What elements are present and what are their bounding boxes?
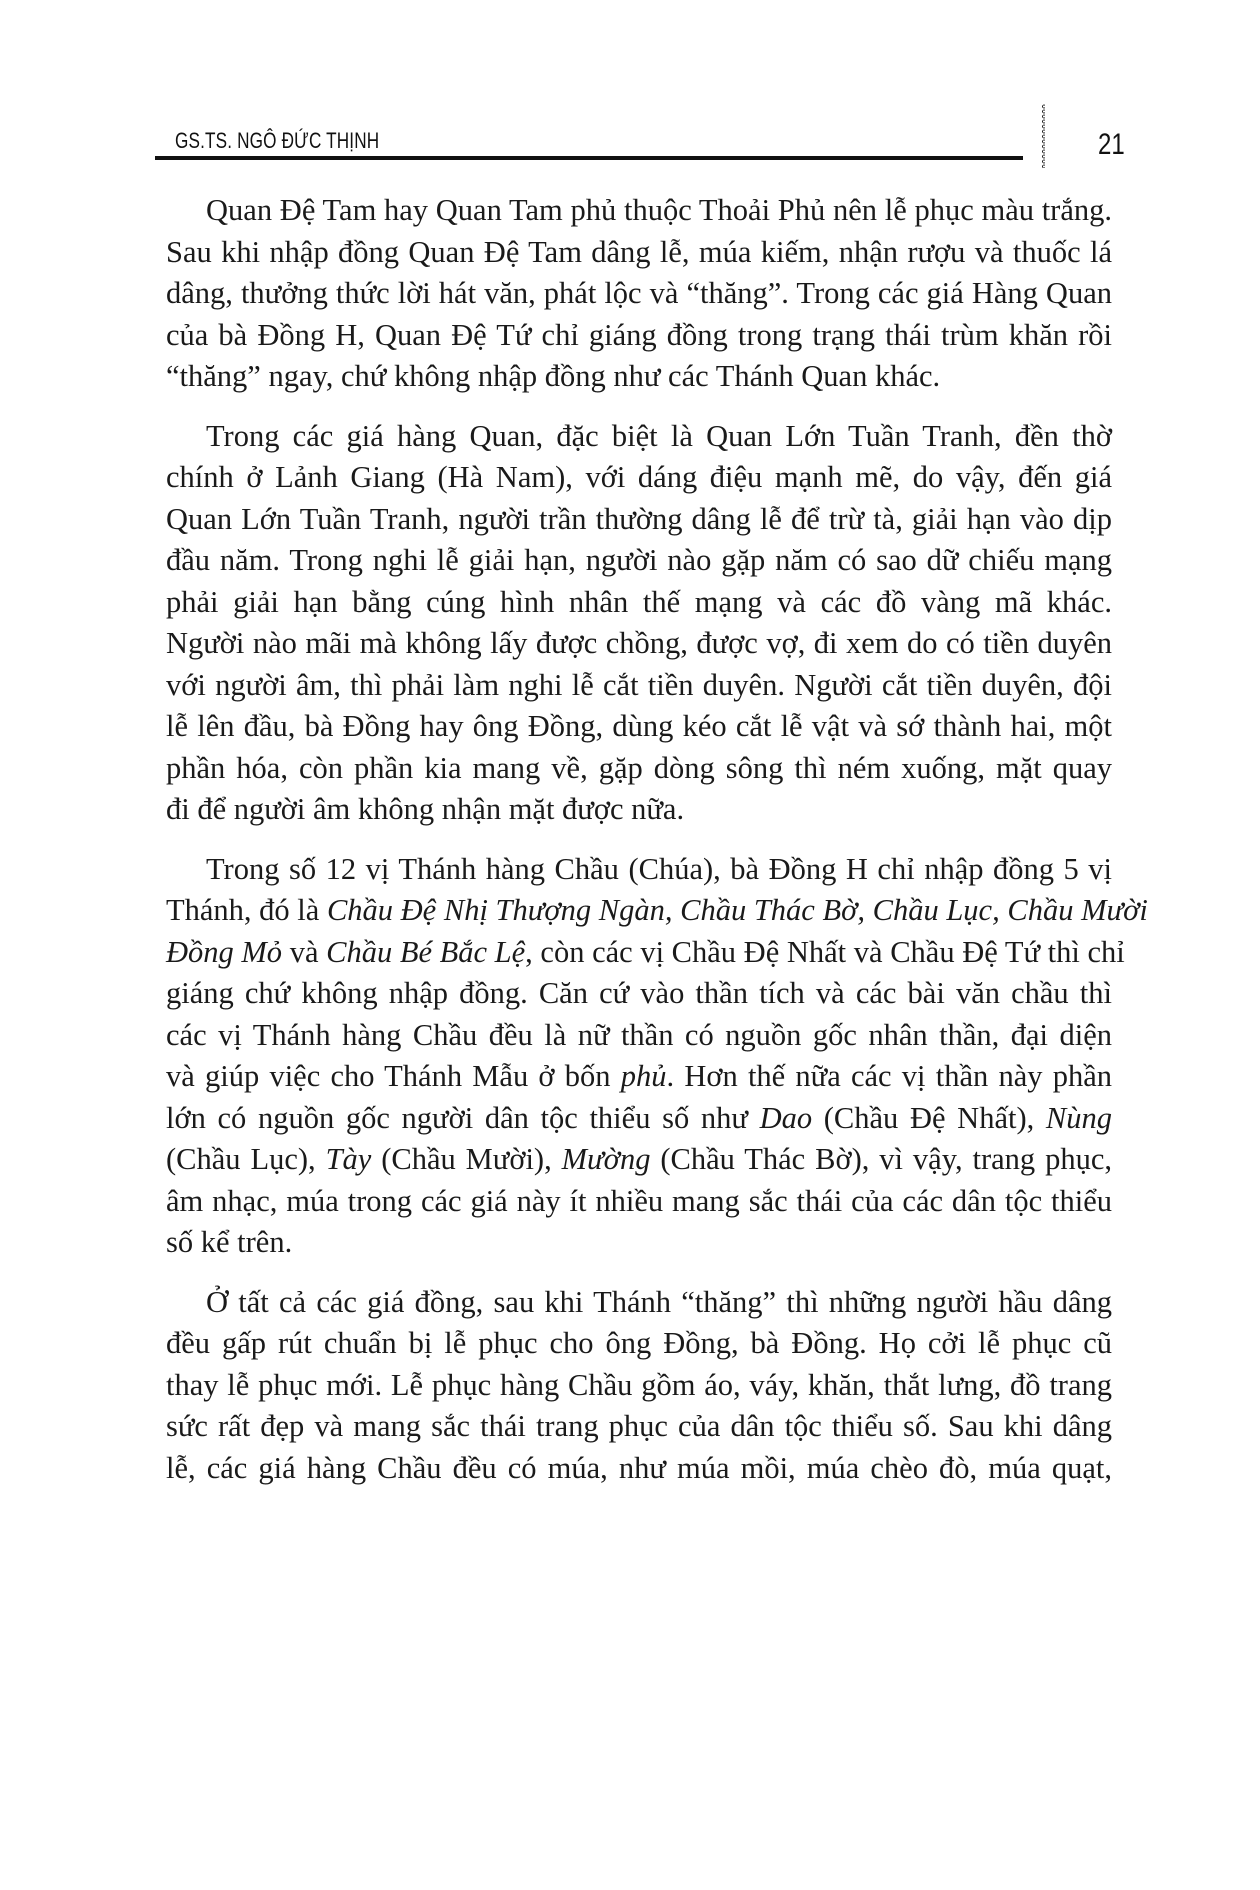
paragraph — [166, 416, 1112, 831]
text-run: âm nhạc, múa trong các giá này ít nhiều mang sắc thái của các dân tộc thiểu — [166, 1183, 1112, 1218]
italic-text: Dao — [759, 1100, 813, 1135]
text-line — [166, 973, 1112, 1015]
page-number: 21 — [1098, 128, 1125, 161]
header-dotted-divider — [1042, 104, 1045, 168]
text-line — [166, 499, 1112, 541]
text-line — [166, 232, 1112, 274]
text-line — [166, 1323, 1112, 1365]
page-header — [0, 0, 1260, 170]
running-head-author: GS.TS. NGÔ ĐỨC THỊNH — [175, 128, 380, 153]
text-line — [166, 356, 1112, 398]
text-run: giáng chứ không nhập đồng. Căn cứ vào thần tích và các bài văn chầu thì — [166, 976, 1112, 1010]
text-run: chính ở Lảnh Giang (Hà Nam), với dáng điệu mạnh mẽ, do vậy, đến giá — [166, 460, 1112, 494]
text-run: . Hơn thế nữa các vị thần này phần — [666, 1059, 1112, 1093]
text-run: thay lễ phục mới. Lễ phục hàng Chầu gồm áo, váy, khăn, thắt lưng, đồ trang — [166, 1367, 1112, 1402]
text-run: Người nào mãi mà không lấy được chồng, được vợ, đi xem do có tiền duyên — [166, 626, 1112, 660]
text-run: lễ lên đầu, bà Đồng hay ông Đồng, dùng kéo cắt lễ vật và sớ thành hai, một — [166, 709, 1112, 743]
text-run: (Chầu Mười), — [371, 1142, 562, 1176]
text-line — [166, 540, 1112, 582]
text-run: sức rất đẹp và mang sắc thái trang phục của dân tộc thiểu số. Sau khi dâng — [166, 1409, 1112, 1443]
text-run: với người âm, thì phải làm nghi lễ cắt tiền duyên. Người cắt tiền duyên, đội — [166, 667, 1112, 702]
text-line — [166, 748, 1112, 790]
text-run: (Chầu Thác Bờ), vì vậy, trang phục, — [650, 1142, 1112, 1176]
italic-text: Mường — [561, 1142, 651, 1176]
text-line — [166, 315, 1112, 357]
text-run: Trong các giá hàng Quan, đặc biệt là Quan Lớn Tuần Tranh, đền thờ — [206, 418, 1112, 453]
paragraph — [166, 190, 1112, 398]
text-run: và giúp việc cho Thánh Mẫu ở bốn — [166, 1059, 621, 1093]
text-line — [166, 789, 1112, 831]
text-run: “thăng” ngay, chứ không nhập đồng như các Thánh Quan khác. — [166, 359, 941, 393]
text-run: Quan Đệ Tam hay Quan Tam phủ thuộc Thoải Phủ nên lễ phục màu trắng. — [206, 193, 1112, 227]
text-line — [166, 1448, 1112, 1490]
text-line — [166, 1365, 1112, 1407]
text-run: Ở tất cả các giá đồng, sau khi Thánh “thăng” thì những người hầu dâng — [206, 1284, 1112, 1319]
text-line — [166, 706, 1112, 748]
text-run: (Chầu Đệ Nhất), — [812, 1100, 1046, 1135]
text-line — [166, 623, 1112, 665]
text-line — [166, 932, 1125, 974]
text-run: phần hóa, còn phần kia mang về, gặp dòng sông thì ném xuống, mặt quay — [166, 750, 1112, 785]
text-run: đầu năm. Trong nghi lễ giải hạn, người nào gặp năm có sao dữ chiếu mạng — [166, 543, 1112, 577]
body-text — [166, 190, 1148, 1507]
text-line — [166, 849, 1112, 891]
text-run: dâng, thưởng thức lời hát văn, phát lộc và “thăng”. Trong các giá Hàng Quan — [166, 276, 1112, 310]
italic-text: phủ — [620, 1059, 667, 1093]
text-line — [166, 1222, 1112, 1264]
text-run: (Chầu Lục), — [166, 1142, 326, 1176]
text-line — [166, 1139, 1112, 1181]
text-run: đi để người âm không nhận mặt được nữa. — [166, 792, 685, 826]
text-run: lớn có nguồn gốc người dân tộc thiểu số như — [166, 1100, 760, 1135]
paragraph — [166, 849, 1148, 1264]
text-line — [166, 416, 1112, 458]
text-run: lễ, các giá hàng Chầu đều có múa, như múa mồi, múa chèo đò, múa quạt, — [166, 1450, 1112, 1485]
text-line — [166, 1098, 1112, 1140]
text-line — [166, 1282, 1112, 1324]
text-run: đều gấp rút chuẩn bị lễ phục cho ông Đồng, bà Đồng. Họ cởi lễ phục cũ — [166, 1326, 1112, 1360]
text-line — [166, 190, 1112, 232]
italic-text: Chầu Đệ Nhị Thượng Ngàn, Chầu Thác Bờ, Chầu Lục, Chầu Mười — [326, 893, 1148, 927]
paragraph — [166, 1282, 1112, 1490]
text-line — [166, 1181, 1112, 1223]
text-run: Thánh, đó là — [166, 893, 327, 927]
text-run: số kể trên. — [166, 1225, 293, 1259]
header-rule — [155, 156, 1023, 160]
text-line — [166, 890, 1148, 932]
text-run: Quan Lớn Tuần Tranh, người trần thường dâng lễ để trừ tà, giải hạn vào dịp — [166, 501, 1112, 536]
text-line — [166, 1056, 1112, 1098]
italic-text: Nùng — [1045, 1100, 1113, 1135]
text-line — [166, 582, 1112, 624]
italic-text: Chầu Bé Bắc Lệ — [326, 934, 526, 969]
text-run: Sau khi nhập đồng Quan Đệ Tam dâng lễ, múa kiếm, nhận rượu và thuốc lá — [166, 234, 1112, 269]
text-run: của bà Đồng H, Quan Đệ Tứ chỉ giáng đồng trong trạng thái trùm khăn rồi — [166, 317, 1112, 352]
text-run: Trong số 12 vị Thánh hàng Chầu (Chúa), bà Đồng H chỉ nhập đồng 5 vị — [206, 851, 1112, 886]
text-run: các vị Thánh hàng Chầu đều là nữ thần có nguồn gốc nhân thần, đại diện — [166, 1017, 1112, 1052]
text-run: phải giải hạn bằng cúng hình nhân thế mạng và các đồ vàng mã khác. — [166, 584, 1112, 619]
text-line — [166, 457, 1112, 499]
italic-text: Đồng Mỏ — [166, 934, 283, 969]
text-run: và — [282, 934, 327, 969]
text-line — [166, 1406, 1112, 1448]
text-line — [166, 665, 1112, 707]
text-line — [166, 1015, 1112, 1057]
text-run: , còn các vị Chầu Đệ Nhất và Chầu Đệ Tứ thì chỉ — [525, 934, 1125, 969]
italic-text: Tày — [325, 1142, 372, 1176]
text-line — [166, 273, 1112, 315]
